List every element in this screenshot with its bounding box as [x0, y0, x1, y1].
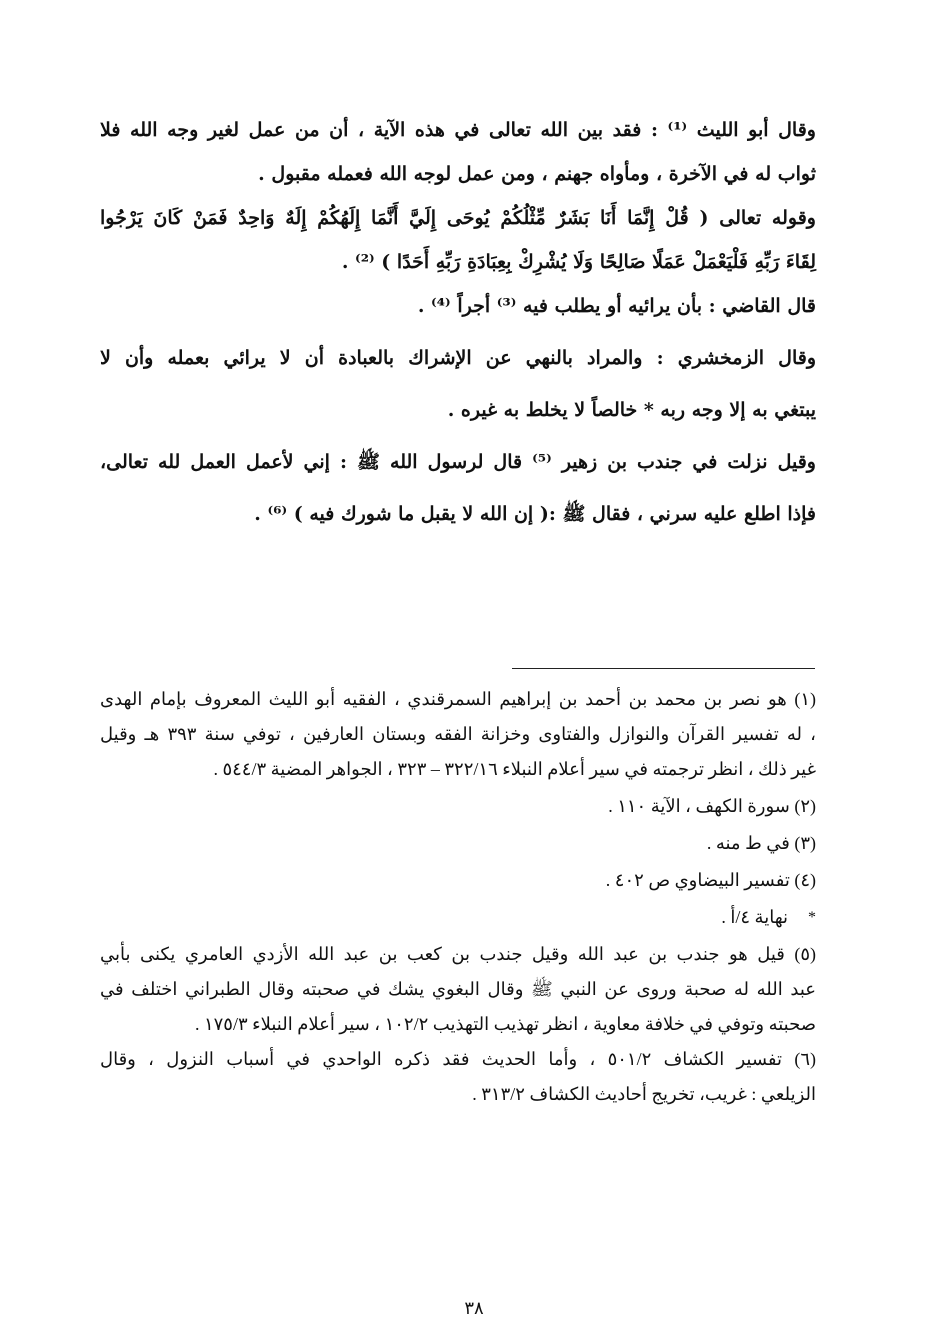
main-line: وقال الزمخشري : والمراد بالنهي عن الإشراك بالعبادة أن لا يرائي بعمله وأن لا: [100, 347, 816, 369]
main-text: [100, 108, 816, 536]
main-line: وقوله تعالى ( قُلْ إِنَّمَا أَنَا بَشَرٌ مِّثْلُكُمْ يُوحَى إِلَيَّ أَنَّمَا إِلَهُكُمْ إِلَهٌ وَاحِدٌ فَمَنْ كَانَ يَرْجُوا: [100, 207, 816, 229]
footnote-5-line: (٥) قيل هو جندب بن عبد الله وقيل جندب بن كعب بن عبد الله الأزدي العامري يكنى بأبي: [100, 944, 816, 964]
main-line: وقال أبو الليث ⁽¹⁾ : فقد بين الله تعالى في هذه الآية ، أن من عمل لغير وجه الله فلا: [100, 119, 816, 141]
footnote-4: (٤) تفسير البيضاوي ص ٤٠٢ .: [605, 870, 816, 890]
main-line: وقيل نزلت في جندب بن زهير ⁽⁵⁾ قال لرسول الله ﷺ : إني لأعمل العمل لله تعالى،: [100, 451, 816, 473]
footnote-3: (٣) في ط منه .: [706, 833, 816, 853]
page-number: ٣٨: [464, 1298, 484, 1319]
main-line: يبتغي به إلا وجه ربه * خالصاً لا يخلط به غيره .: [447, 399, 816, 421]
footnote-5-line: صحبته وتوفي في خلافة معاوية ، انظر تهذيب التهذيب ١٠٢/٢ ، سير أعلام النبلاء ١٧٥/٣ .: [194, 1014, 816, 1034]
folio-note: [100, 900, 816, 935]
main-line: فإذا اطلع عليه سرني ، فقال ﷺ :( إن الله لا يقبل ما شورك فيه ) ⁽⁶⁾ .: [254, 503, 816, 525]
main-line: لِقَاءَ رَبِّهِ فَلْيَعْمَلْ عَمَلًا صَالِحًا وَلَا يُشْرِكْ بِعِبَادَةِ رَبِّهِ أَحَدًا ) ⁽²⁾ .: [341, 251, 816, 273]
footnote-5-line: عبد الله له صحبة وروى عن النبي ﷺ وقال البغوي يشك في صحبته وقال الطبراني اختلف في: [100, 979, 816, 999]
main-line: ثواب له في الآخرة ، ومأواه جهنم ، ومن عمل لوجه الله فعمله مقبول .: [258, 163, 816, 185]
folio-note-text: نهاية ٤/أ .: [721, 907, 788, 927]
footnote-6-line: الزيلعي : غريب، تخريج أحاديث الكشاف ٣١٣/٢ .: [472, 1084, 816, 1104]
main-line: قال القاضي : بأن يرائيه أو يطلب فيه ⁽³⁾ أجراً ⁽⁴⁾ .: [417, 295, 816, 317]
footnote-6-line: (٦) تفسير الكشاف ٥٠١/٢ ، وأما الحديث فقد ذكره الواحدي في أسباب النزول ، وقال: [100, 1049, 816, 1069]
footnote-1-line: غير ذلك ، انظر ترجمته في سير أعلام النبلاء ٣٢٢/١٦ – ٣٢٣ ، الجواهر المضية ٥٤٤/٣ .: [213, 759, 816, 779]
footnote-separator: [512, 668, 815, 669]
footnotes: [100, 682, 816, 1112]
footnote-1-line: ، له تفسير القرآن والنوازل والفتاوى وخزانة الفقه وبستان العارفين ، توفي سنة ٣٩٣ هـ وقيل: [100, 724, 816, 744]
footnote-1-line: (١) هو نصر بن محمد بن أحمد بن إبراهيم السمرقندي ، الفقيه أبو الليث المعروف بإمام الهدى: [100, 689, 816, 709]
footnote-2: (٢) سورة الكهف ، الآية ١١٠ .: [608, 796, 816, 816]
asterisk-mark: *: [808, 909, 816, 926]
